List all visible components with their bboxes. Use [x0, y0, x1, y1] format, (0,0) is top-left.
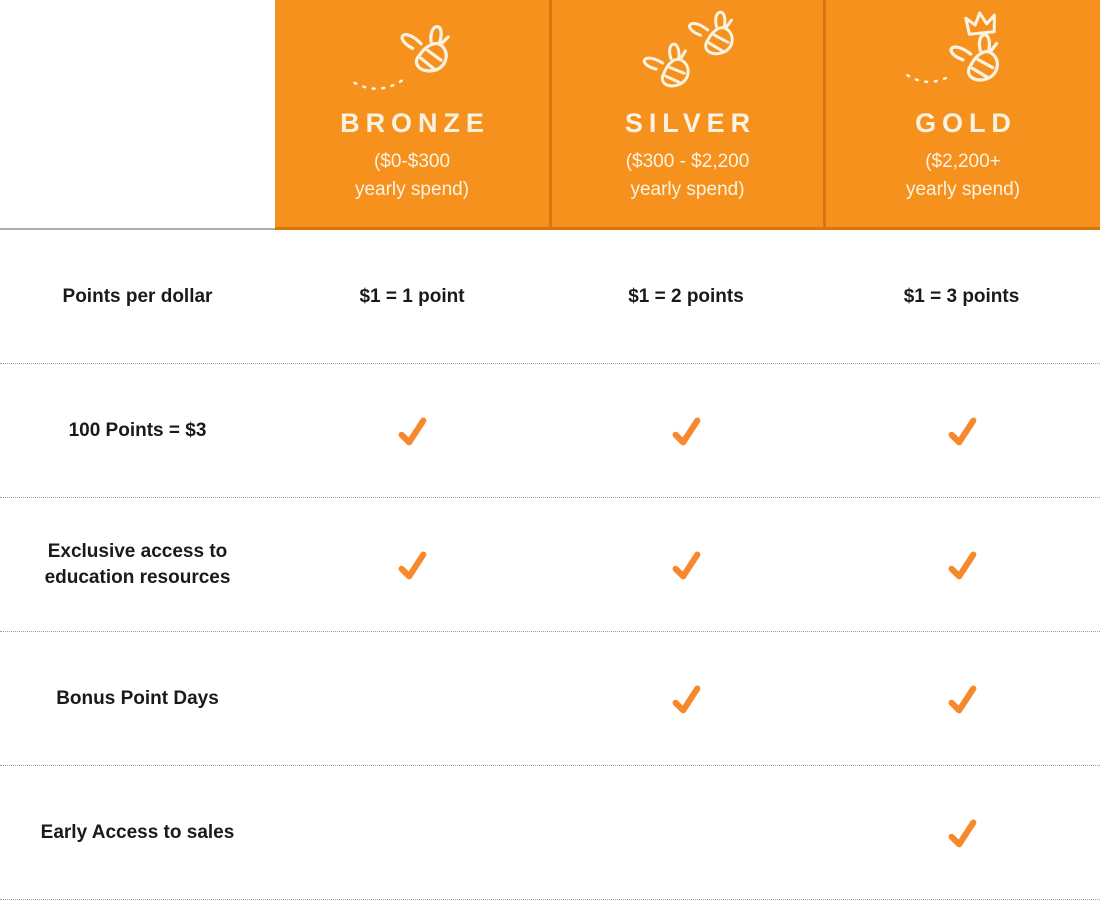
feature-label: Early Access to sales [40, 821, 235, 843]
tier-spend-line: ($0-$300 [373, 151, 451, 172]
feature-cell-bronze [275, 766, 549, 899]
check-icon [669, 548, 703, 582]
crowned-bee-icon [888, 10, 1038, 102]
feature-cell-gold [823, 632, 1100, 765]
tier-spend-line: ($2,200+ [925, 151, 1001, 172]
check-icon [945, 682, 979, 716]
tier-spend-line: yearly spend) [630, 178, 745, 200]
feature-row [0, 632, 1100, 766]
feature-row [0, 498, 1100, 632]
check-icon [669, 414, 703, 448]
feature-label: 100 Points = $3 [68, 419, 207, 441]
feature-cell-silver [549, 498, 823, 631]
tier-card-gold [823, 0, 1100, 230]
feature-label: Bonus Point Days [56, 687, 219, 709]
tier-spend-line: ($300 - $2,200 [625, 151, 750, 172]
tier-spend [626, 148, 750, 203]
tier-spend [906, 148, 1020, 203]
feature-cell-bronze [275, 498, 549, 631]
feature-value: $1 = 3 points [903, 285, 1020, 307]
check-icon [945, 414, 979, 448]
check-icon [395, 414, 429, 448]
feature-cell-gold [823, 230, 1100, 363]
feature-cell-silver [549, 230, 823, 363]
feature-cell-bronze [275, 230, 549, 363]
tier-card-bronze [275, 0, 549, 230]
feature-cell-gold [823, 766, 1100, 899]
feature-row [0, 230, 1100, 364]
feature-cell-silver [549, 632, 823, 765]
feature-cell-bronze [275, 632, 549, 765]
feature-cell-bronze [275, 364, 549, 497]
check-icon [395, 548, 429, 582]
feature-cell-gold [823, 364, 1100, 497]
feature-rows [0, 230, 1100, 900]
header-corner-cell [0, 0, 275, 230]
tier-name: BRONZE [340, 108, 490, 138]
tier-name: SILVER [624, 108, 757, 138]
check-icon [669, 682, 703, 716]
tier-card-silver [549, 0, 823, 230]
tier-name: GOLD [915, 108, 1017, 138]
tier-spend [355, 148, 469, 203]
tier-header-row [0, 0, 1100, 230]
check-icon [945, 548, 979, 582]
bee-icon [337, 10, 487, 102]
feature-label: Points per dollar [62, 285, 213, 307]
feature-row [0, 766, 1100, 900]
feature-cell-silver [549, 364, 823, 497]
feature-cell-silver [549, 766, 823, 899]
check-icon [945, 816, 979, 850]
tier-spend-line: yearly spend) [905, 178, 1021, 200]
feature-label: Exclusive access to education resources [44, 540, 231, 588]
two-bees-icon [613, 10, 763, 102]
feature-cell-gold [823, 498, 1100, 631]
feature-value: $1 = 2 points [628, 285, 744, 307]
feature-row [0, 364, 1100, 498]
tier-spend-line: yearly spend) [354, 178, 470, 200]
feature-value: $1 = 1 point [359, 285, 465, 307]
